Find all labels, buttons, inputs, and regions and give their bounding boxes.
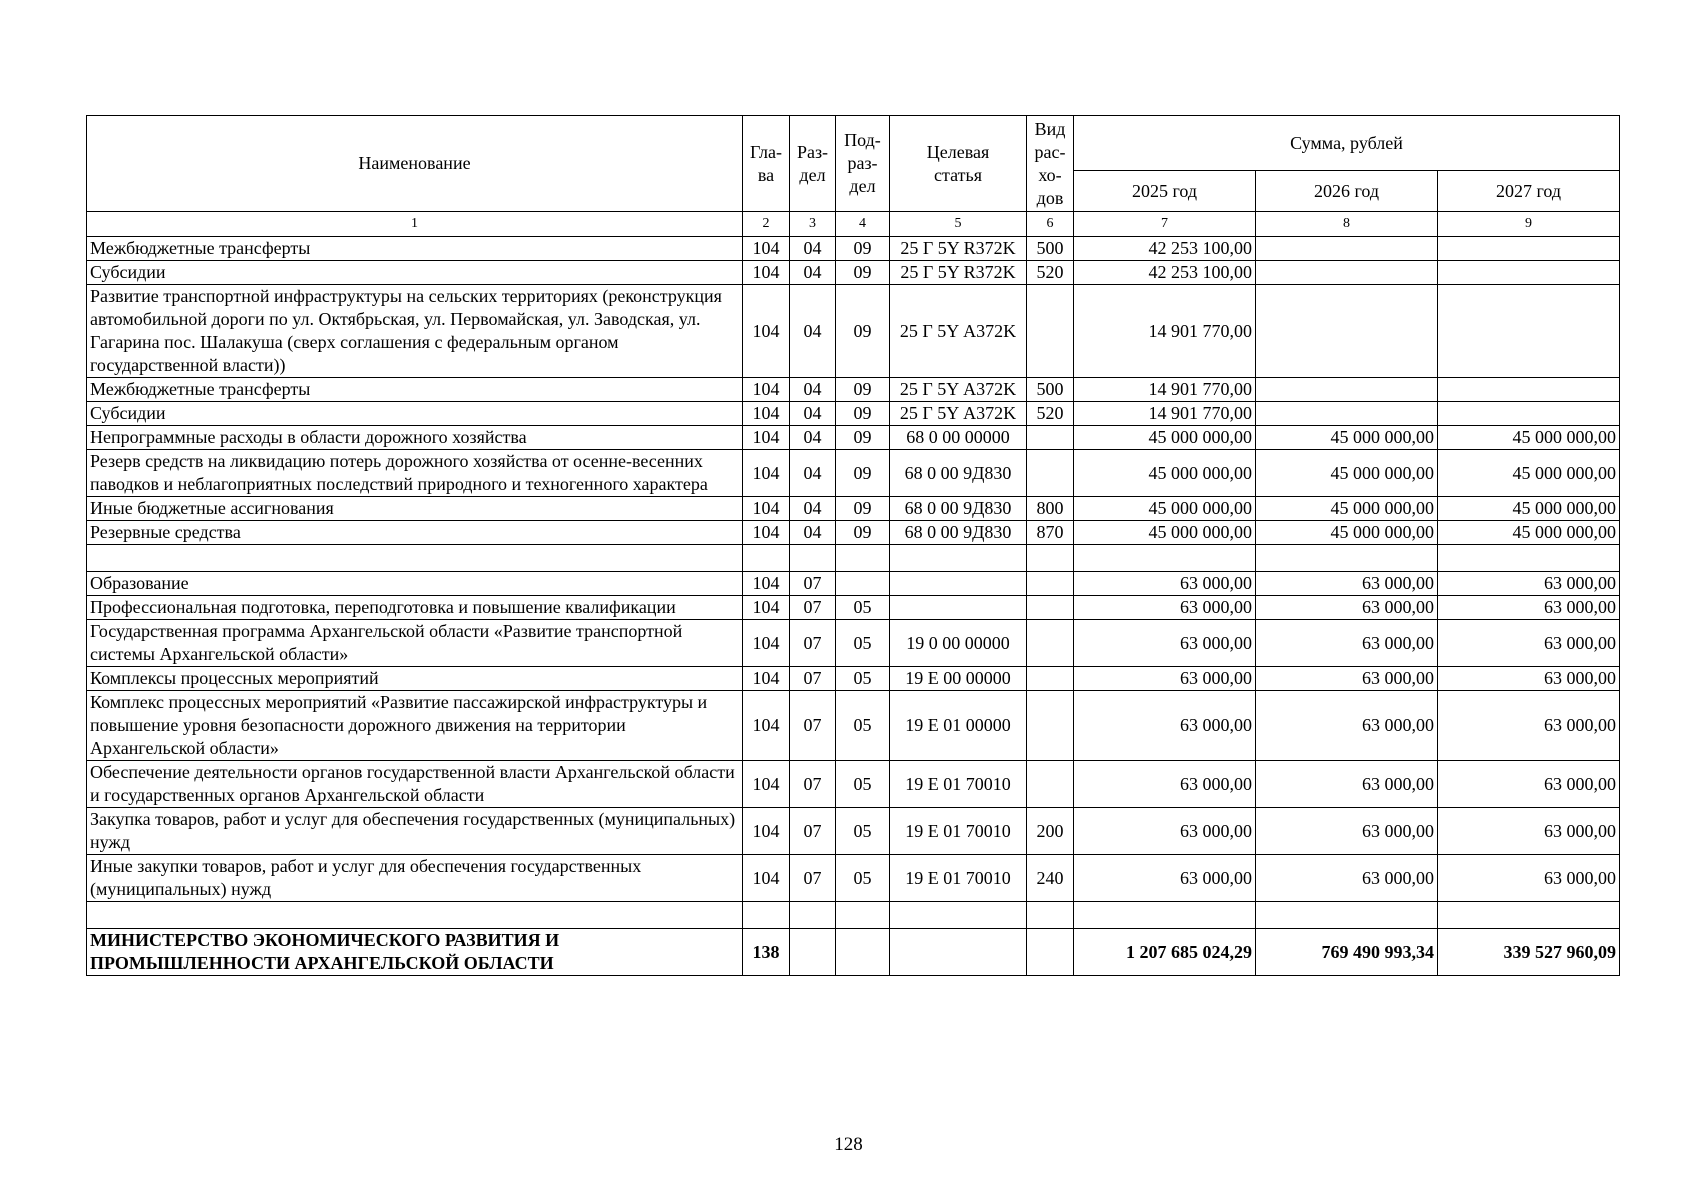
cell-amount-2026: 63 000,00 — [1256, 761, 1438, 808]
column-number: 4 — [836, 212, 890, 237]
cell-expense-type: 500 — [1027, 378, 1074, 402]
table-row — [87, 620, 1620, 667]
cell-amount-2027: 63 000,00 — [1438, 808, 1620, 855]
cell-amount-2027: 45 000 000,00 — [1438, 497, 1620, 521]
header-expense-type-label: Вид рас- хо- дов — [1034, 118, 1066, 208]
cell-section — [790, 929, 836, 976]
cell-name: Образование — [87, 572, 743, 596]
cell-target — [890, 596, 1027, 620]
cell-subsection: 09 — [836, 402, 890, 426]
cell-name: Закупка товаров, работ и услуг для обеспечения государственных (муниципальных) нужд — [87, 808, 743, 855]
header-year-2027: 2027 год — [1438, 171, 1620, 212]
cell-amount-2025: 63 000,00 — [1074, 667, 1256, 691]
cell-name: Межбюджетные трансферты — [87, 378, 743, 402]
cell-amount-2027: 63 000,00 — [1438, 761, 1620, 808]
cell-amount-2027 — [1438, 378, 1620, 402]
cell-section: 07 — [790, 572, 836, 596]
cell-section: 07 — [790, 761, 836, 808]
cell-amount-2027 — [1438, 545, 1620, 572]
cell-amount-2025 — [1074, 545, 1256, 572]
header-name: Наименование — [87, 116, 743, 212]
cell-expense-type — [1027, 929, 1074, 976]
table-row — [87, 237, 1620, 261]
cell-subsection — [836, 545, 890, 572]
cell-target — [890, 545, 1027, 572]
cell-amount-2026: 45 000 000,00 — [1256, 521, 1438, 545]
cell-section: 04 — [790, 426, 836, 450]
cell-amount-2026: 63 000,00 — [1256, 667, 1438, 691]
table-row — [87, 545, 1620, 572]
cell-section: 04 — [790, 450, 836, 497]
cell-amount-2025: 14 901 770,00 — [1074, 402, 1256, 426]
cell-chapter — [743, 902, 790, 929]
table-row — [87, 261, 1620, 285]
cell-chapter: 104 — [743, 285, 790, 378]
cell-expense-type: 520 — [1027, 261, 1074, 285]
cell-amount-2026: 63 000,00 — [1256, 596, 1438, 620]
cell-expense-type: 870 — [1027, 521, 1074, 545]
header-section — [790, 116, 836, 212]
cell-name: Субсидии — [87, 402, 743, 426]
cell-amount-2025: 42 253 100,00 — [1074, 237, 1256, 261]
cell-amount-2026: 63 000,00 — [1256, 620, 1438, 667]
header-subsection — [836, 116, 890, 212]
header-chapter-label: Гла- ва — [749, 141, 783, 185]
cell-amount-2026: 63 000,00 — [1256, 855, 1438, 902]
cell-amount-2026: 63 000,00 — [1256, 691, 1438, 761]
cell-amount-2026: 769 490 993,34 — [1256, 929, 1438, 976]
cell-section: 07 — [790, 808, 836, 855]
cell-target: 68 0 00 9Д830 — [890, 450, 1027, 497]
table-row — [87, 761, 1620, 808]
cell-amount-2025: 14 901 770,00 — [1074, 378, 1256, 402]
cell-amount-2026: 63 000,00 — [1256, 572, 1438, 596]
cell-chapter — [743, 545, 790, 572]
cell-name: Иные закупки товаров, работ и услуг для обеспечения государственных (муниципальных) нужд — [87, 855, 743, 902]
cell-chapter: 104 — [743, 572, 790, 596]
cell-name — [87, 545, 743, 572]
cell-amount-2025 — [1074, 902, 1256, 929]
cell-amount-2026: 63 000,00 — [1256, 808, 1438, 855]
cell-target: 25 Г 5Y А372K — [890, 378, 1027, 402]
cell-subsection: 09 — [836, 261, 890, 285]
cell-expense-type: 240 — [1027, 855, 1074, 902]
cell-section: 04 — [790, 237, 836, 261]
table-row — [87, 285, 1620, 378]
header-amount: Сумма, рублей — [1074, 116, 1620, 171]
cell-subsection — [836, 902, 890, 929]
cell-subsection: 05 — [836, 761, 890, 808]
cell-subsection — [836, 572, 890, 596]
table-row — [87, 855, 1620, 902]
cell-name: Резервные средства — [87, 521, 743, 545]
cell-expense-type — [1027, 902, 1074, 929]
cell-amount-2026 — [1256, 545, 1438, 572]
cell-amount-2026: 45 000 000,00 — [1256, 497, 1438, 521]
cell-target: 19 Е 01 00000 — [890, 691, 1027, 761]
cell-expense-type — [1027, 426, 1074, 450]
cell-chapter: 104 — [743, 261, 790, 285]
header-year-2026: 2026 год — [1256, 171, 1438, 212]
cell-amount-2025: 45 000 000,00 — [1074, 450, 1256, 497]
cell-name: Субсидии — [87, 261, 743, 285]
cell-chapter: 104 — [743, 521, 790, 545]
cell-expense-type — [1027, 572, 1074, 596]
cell-chapter: 104 — [743, 808, 790, 855]
cell-target: 19 0 00 00000 — [890, 620, 1027, 667]
header-year-2025: 2025 год — [1074, 171, 1256, 212]
header-target — [890, 116, 1027, 212]
page-number: 128 — [834, 1134, 863, 1155]
cell-subsection: 09 — [836, 378, 890, 402]
cell-target: 25 Г 5Y А372K — [890, 285, 1027, 378]
cell-amount-2027: 63 000,00 — [1438, 667, 1620, 691]
cell-name: Государственная программа Архангельской области «Развитие транспортной системы Архангельской области» — [87, 620, 743, 667]
column-number: 9 — [1438, 212, 1620, 237]
cell-amount-2025: 63 000,00 — [1074, 855, 1256, 902]
cell-subsection: 05 — [836, 620, 890, 667]
table-row — [87, 572, 1620, 596]
cell-amount-2027: 339 527 960,09 — [1438, 929, 1620, 976]
cell-expense-type: 500 — [1027, 237, 1074, 261]
cell-expense-type — [1027, 596, 1074, 620]
cell-amount-2025: 63 000,00 — [1074, 572, 1256, 596]
cell-amount-2027: 63 000,00 — [1438, 596, 1620, 620]
cell-name: Непрограммные расходы в области дорожного хозяйства — [87, 426, 743, 450]
cell-amount-2027: 63 000,00 — [1438, 855, 1620, 902]
table-row — [87, 667, 1620, 691]
table-header — [87, 116, 1620, 237]
cell-target — [890, 572, 1027, 596]
cell-subsection: 09 — [836, 237, 890, 261]
header-chapter — [743, 116, 790, 212]
cell-subsection: 05 — [836, 667, 890, 691]
cell-amount-2025: 14 901 770,00 — [1074, 285, 1256, 378]
header-subsection-label: Под- раз- дел — [844, 130, 881, 196]
cell-expense-type — [1027, 691, 1074, 761]
cell-subsection: 09 — [836, 497, 890, 521]
cell-amount-2026: 45 000 000,00 — [1256, 426, 1438, 450]
cell-amount-2025: 63 000,00 — [1074, 596, 1256, 620]
cell-amount-2025: 63 000,00 — [1074, 620, 1256, 667]
column-number: 5 — [890, 212, 1027, 237]
cell-target: 68 0 00 9Д830 — [890, 521, 1027, 545]
column-number: 1 — [87, 212, 743, 237]
cell-subsection: 05 — [836, 596, 890, 620]
cell-name: Комплексы процессных мероприятий — [87, 667, 743, 691]
cell-target: 68 0 00 9Д830 — [890, 497, 1027, 521]
cell-target: 25 Г 5Y R372K — [890, 261, 1027, 285]
cell-amount-2027: 63 000,00 — [1438, 620, 1620, 667]
table-row — [87, 691, 1620, 761]
table-row — [87, 929, 1620, 976]
cell-section: 07 — [790, 596, 836, 620]
cell-amount-2026 — [1256, 402, 1438, 426]
cell-amount-2027: 45 000 000,00 — [1438, 450, 1620, 497]
cell-target: 25 Г 5Y А372K — [890, 402, 1027, 426]
cell-section: 04 — [790, 402, 836, 426]
cell-amount-2026 — [1256, 237, 1438, 261]
cell-chapter: 104 — [743, 761, 790, 808]
cell-amount-2025: 45 000 000,00 — [1074, 426, 1256, 450]
cell-expense-type — [1027, 761, 1074, 808]
cell-amount-2025: 63 000,00 — [1074, 691, 1256, 761]
cell-expense-type: 520 — [1027, 402, 1074, 426]
table-row — [87, 497, 1620, 521]
cell-target: 19 Е 00 00000 — [890, 667, 1027, 691]
cell-section: 07 — [790, 620, 836, 667]
table-row — [87, 808, 1620, 855]
column-numbers-row — [87, 212, 1620, 237]
cell-amount-2027: 63 000,00 — [1438, 691, 1620, 761]
cell-subsection: 09 — [836, 450, 890, 497]
cell-expense-type — [1027, 450, 1074, 497]
cell-chapter: 104 — [743, 497, 790, 521]
header-target-label: Целевая статья — [926, 141, 990, 185]
cell-chapter: 104 — [743, 450, 790, 497]
cell-target: 19 Е 01 70010 — [890, 808, 1027, 855]
cell-name: Комплекс процессных мероприятий «Развитие пассажирской инфраструктуры и повышение уровня безопасности дорожного движения на территории Архангельской области» — [87, 691, 743, 761]
cell-expense-type — [1027, 620, 1074, 667]
cell-amount-2025: 63 000,00 — [1074, 761, 1256, 808]
cell-chapter: 104 — [743, 237, 790, 261]
column-number: 6 — [1027, 212, 1074, 237]
cell-section — [790, 902, 836, 929]
cell-section: 07 — [790, 667, 836, 691]
cell-amount-2025: 45 000 000,00 — [1074, 497, 1256, 521]
cell-expense-type — [1027, 285, 1074, 378]
cell-subsection: 09 — [836, 285, 890, 378]
cell-amount-2026 — [1256, 285, 1438, 378]
cell-amount-2027: 45 000 000,00 — [1438, 426, 1620, 450]
cell-section: 04 — [790, 261, 836, 285]
cell-amount-2025: 63 000,00 — [1074, 808, 1256, 855]
column-number: 8 — [1256, 212, 1438, 237]
column-number: 7 — [1074, 212, 1256, 237]
cell-section: 04 — [790, 285, 836, 378]
cell-name: Межбюджетные трансферты — [87, 237, 743, 261]
cell-section: 04 — [790, 378, 836, 402]
budget-table — [86, 115, 1620, 976]
cell-section — [790, 545, 836, 572]
cell-name — [87, 902, 743, 929]
cell-target: 19 Е 01 70010 — [890, 855, 1027, 902]
cell-amount-2025: 42 253 100,00 — [1074, 261, 1256, 285]
cell-expense-type — [1027, 667, 1074, 691]
cell-chapter: 138 — [743, 929, 790, 976]
cell-subsection: 05 — [836, 691, 890, 761]
cell-section: 07 — [790, 855, 836, 902]
cell-name: Развитие транспортной инфраструктуры на сельских территориях (реконструкция автомобильной дороги по ул. Октябрьская, ул. Первомайская, ул. Заводская, ул. Гагарина пос. Шалакуша (сверх соглашения с федеральным органом государственной власти)) — [87, 285, 743, 378]
cell-subsection: 09 — [836, 521, 890, 545]
table-row — [87, 596, 1620, 620]
cell-subsection: 05 — [836, 808, 890, 855]
column-number: 3 — [790, 212, 836, 237]
table-row — [87, 402, 1620, 426]
cell-target: 19 Е 01 70010 — [890, 761, 1027, 808]
cell-subsection: 05 — [836, 855, 890, 902]
cell-name: Иные бюджетные ассигнования — [87, 497, 743, 521]
cell-amount-2026 — [1256, 261, 1438, 285]
cell-subsection — [836, 929, 890, 976]
cell-chapter: 104 — [743, 691, 790, 761]
cell-amount-2026: 45 000 000,00 — [1256, 450, 1438, 497]
table-row — [87, 902, 1620, 929]
table-row — [87, 378, 1620, 402]
cell-target: 25 Г 5Y R372K — [890, 237, 1027, 261]
cell-target — [890, 902, 1027, 929]
cell-section: 04 — [790, 521, 836, 545]
cell-name: МИНИСТЕРСТВО ЭКОНОМИЧЕСКОГО РАЗВИТИЯ И ПРОМЫШЛЕННОСТИ АРХАНГЕЛЬСКОЙ ОБЛАСТИ — [87, 929, 743, 976]
table-body — [87, 237, 1620, 976]
cell-amount-2027 — [1438, 261, 1620, 285]
cell-amount-2027 — [1438, 237, 1620, 261]
cell-target: 68 0 00 00000 — [890, 426, 1027, 450]
cell-amount-2027: 45 000 000,00 — [1438, 521, 1620, 545]
column-number: 2 — [743, 212, 790, 237]
cell-amount-2027 — [1438, 902, 1620, 929]
cell-expense-type: 200 — [1027, 808, 1074, 855]
cell-name: Резерв средств на ликвидацию потерь дорожного хозяйства от осенне-весенних паводков и неблагоприятных последствий природного и техногенного характера — [87, 450, 743, 497]
cell-chapter: 104 — [743, 426, 790, 450]
cell-chapter: 104 — [743, 378, 790, 402]
cell-chapter: 104 — [743, 620, 790, 667]
table-row — [87, 521, 1620, 545]
cell-chapter: 104 — [743, 596, 790, 620]
cell-subsection: 09 — [836, 426, 890, 450]
cell-chapter: 104 — [743, 402, 790, 426]
cell-chapter: 104 — [743, 855, 790, 902]
cell-target — [890, 929, 1027, 976]
cell-amount-2026 — [1256, 378, 1438, 402]
cell-amount-2027: 63 000,00 — [1438, 572, 1620, 596]
cell-amount-2026 — [1256, 902, 1438, 929]
cell-amount-2025: 1 207 685 024,29 — [1074, 929, 1256, 976]
cell-chapter: 104 — [743, 667, 790, 691]
cell-name: Профессиональная подготовка, переподготовка и повышение квалификации — [87, 596, 743, 620]
table-row — [87, 426, 1620, 450]
cell-name: Обеспечение деятельности органов государственной власти Архангельской области и государственных органов Архангельской области — [87, 761, 743, 808]
cell-amount-2027 — [1438, 402, 1620, 426]
cell-amount-2027 — [1438, 285, 1620, 378]
header-expense-type — [1027, 116, 1074, 212]
cell-section: 04 — [790, 497, 836, 521]
cell-expense-type — [1027, 545, 1074, 572]
table-row — [87, 450, 1620, 497]
header-section-label: Раз- дел — [796, 141, 829, 185]
cell-amount-2025: 45 000 000,00 — [1074, 521, 1256, 545]
cell-expense-type: 800 — [1027, 497, 1074, 521]
cell-section: 07 — [790, 691, 836, 761]
